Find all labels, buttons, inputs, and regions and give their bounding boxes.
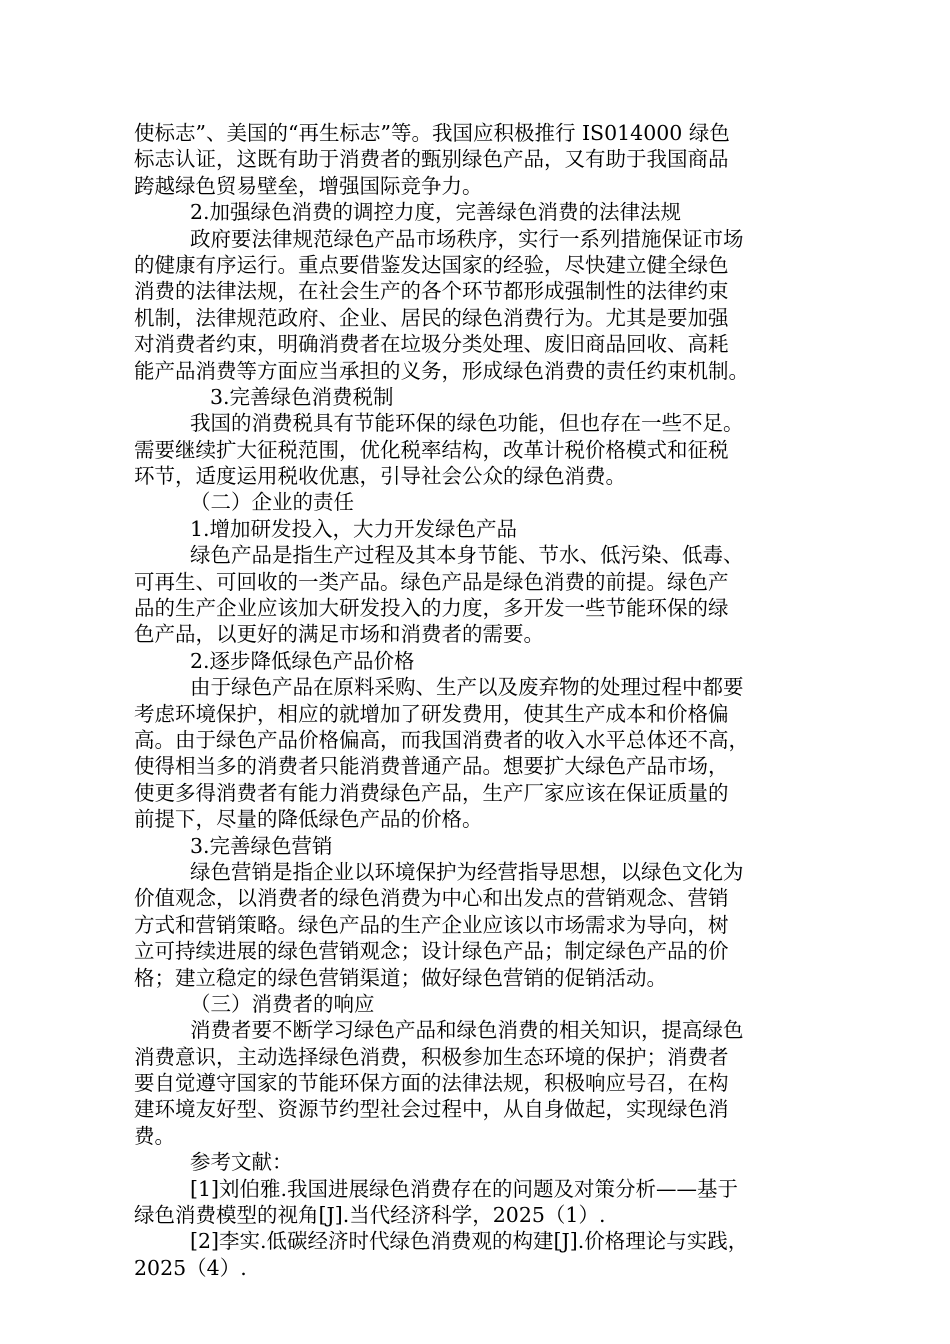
text-line: 我国的消费税具有节能环保的绿色功能，但也存在一些不足。 [190, 411, 744, 436]
text-line: 品的生产企业应该加大研发投入的力度，多开发一些节能环保的绿 [134, 596, 729, 621]
text-line: 高。由于绿色产品价格偏高，而我国消费者的收入水平总体还不高， [134, 727, 749, 752]
text-line: 费。 [134, 1123, 175, 1148]
text-line: 消费者要不断学习绿色产品和绿色消费的相关知识，提高绿色 [190, 1018, 744, 1043]
text-line: （二）企业的责任 [190, 490, 354, 515]
text-line: 对消费者约束，明确消费者在垃圾分类处理、废旧商品回收、高耗 [134, 332, 729, 357]
text-line: [1]刘伯雅.我国进展绿色消费存在的问题及对策分析——基于 [190, 1176, 739, 1201]
text-line: 色产品，以更好的满足市场和消费者的需要。 [134, 622, 544, 647]
text-line: 使标志”、美国的“再生标志”等。我国应积极推行 IS014000 绿色 [134, 121, 730, 145]
text-line: 考虑环境保护，相应的就增加了研发费用，使其生产成本和价格偏 [134, 701, 729, 726]
text-line: 价值观念，以消费者的绿色消费为中心和出发点的营销观念、营销 [134, 886, 729, 911]
text-line: 绿色消费模型的视角[J].当代经济科学，2025（1）. [134, 1203, 606, 1228]
text-line: 环节，适度运用税收优惠，引导社会公众的绿色消费。 [134, 464, 626, 489]
text-line: 跨越绿色贸易壁垒，增强国际竞争力。 [134, 173, 483, 198]
text-line: 可再生、可回收的一类产品。绿色产品是绿色消费的前提。绿色产 [134, 569, 729, 594]
text-line: 建环境友好型、资源节约型社会过程中，从自身做起，实现绿色消 [134, 1097, 729, 1122]
text-line: 前提下，尽量的降低绿色产品的价格。 [134, 807, 483, 832]
text-line: 3.完善绿色消费税制 [210, 384, 394, 409]
text-line: （三）消费者的响应 [190, 991, 375, 1016]
text-line: 参考文献： [190, 1150, 293, 1175]
text-line: 3.完善绿色营销 [190, 833, 333, 858]
text-line: 1.增加研发投入，大力开发绿色产品 [190, 516, 518, 541]
text-line: [2]李实.低碳经济时代绿色消费观的构建[J].价格理论与实践， [190, 1229, 749, 1254]
document-body [134, 120, 814, 1281]
text-line: 消费的法律法规，在社会生产的各个环节都形成强制性的法律约束 [134, 279, 729, 304]
text-line: 2025（4）. [134, 1255, 247, 1280]
text-line: 需要继续扩大征税范围，优化税率结构，改革计税价格模式和征税 [134, 437, 729, 462]
text-line: 能产品消费等方面应当承担的义务，形成绿色消费的责任约束机制。 [134, 358, 749, 383]
text-line: 绿色产品是指生产过程及其本身节能、节水、低污染、低毒、 [190, 543, 744, 568]
text-line: 2.加强绿色消费的调控力度，完善绿色消费的法律法规 [190, 200, 682, 225]
text-line: 标志认证，这既有助于消费者的甄别绿色产品，又有助于我国商品 [134, 147, 729, 172]
text-line: 2.逐步降低绿色产品价格 [190, 648, 415, 673]
text-line: 格；建立稳定的绿色营销渠道；做好绿色营销的促销活动。 [134, 965, 667, 990]
text-line: 使更多得消费者有能力消费绿色产品，生产厂家应该在保证质量的 [134, 780, 729, 805]
text-line: 使得相当多的消费者只能消费普通产品。想要扩大绿色产品市场， [134, 754, 729, 779]
text-line: 立可持续进展的绿色营销观念；设计绿色产品；制定绿色产品的价 [134, 939, 729, 964]
text-line: 消费意识，主动选择绿色消费，积极参加生态环境的保护；消费者 [134, 1044, 729, 1069]
text-line: 要自觉遵守国家的节能环保方面的法律法规，积极响应号召，在构 [134, 1071, 729, 1096]
text-line: 由于绿色产品在原料采购、生产以及废弃物的处理过程中都要 [190, 675, 744, 700]
text-line: 机制，法律规范政府、企业、居民的绿色消费行为。尤其是要加强 [134, 305, 729, 330]
text-line: 方式和营销策略。绿色产品的生产企业应该以市场需求为导向，树 [134, 912, 729, 937]
text-line: 的健康有序运行。重点要借鉴发达国家的经验，尽快建立健全绿色 [134, 252, 729, 277]
text-line: 政府要法律规范绿色产品市场秩序，实行一系列措施保证市场 [190, 226, 744, 251]
text-line: 绿色营销是指企业以环境保护为经营指导思想，以绿色文化为 [190, 859, 744, 884]
